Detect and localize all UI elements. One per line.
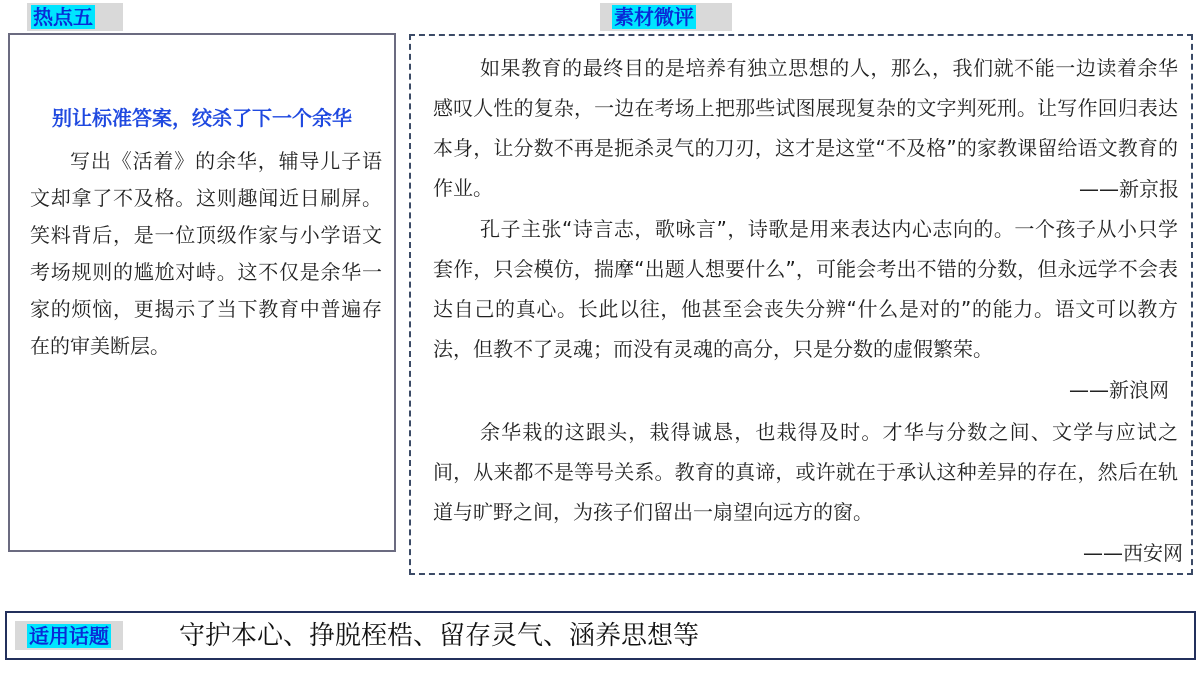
applicable-topics-bar bbox=[5, 611, 1196, 660]
review-paragraph: 孔子主张“诗言志，歌咏言”，诗歌是用来表达内心志向的。一个孩子从小只学套作，只会模仿，揣摩“出题人想要什么”，可能会考出不错的分数，但永远学不会表达自己的真心。长此以往，他甚至会丧失分辨“什么是对的”的能力。语文可以教方法，但教不了灵魂；而没有灵魂的高分，只是分数的虚假繁荣。 bbox=[433, 217, 1178, 361]
review-paragraph: 如果教育的最终目的是培养有独立思想的人，那么，我们就不能一边读着余华感叹人性的复杂，一边在考场上把那些试图展现复杂的文字判死刑。让写作回归表达本身，让分数不再是扼杀灵气的刀刃，这才是这堂“不及格”的家教课留给语文教育的作业。 bbox=[433, 56, 1178, 200]
material-review-panel bbox=[409, 34, 1193, 575]
review-paragraph: 余华栽的这跟头，栽得诚恳，也栽得及时。才华与分数之间、文学与应试之间，从来都不是等号关系。教育的真谛，或许就在于承认这种差异的存在，然后在轨道与旷野之间，为孩子们留出一扇望向远方的窗。 bbox=[433, 420, 1178, 524]
hotspot-panel bbox=[8, 33, 396, 552]
material-review-tag bbox=[600, 3, 732, 31]
applicable-topics-label: 适用话题 bbox=[29, 623, 109, 648]
hotspot-tag bbox=[27, 3, 123, 31]
review-source: ——新浪网 bbox=[1069, 378, 1169, 402]
applicable-topics-text: 守护本心、挣脱桎梏、留存灵气、涵养思想等 bbox=[179, 621, 700, 651]
material-review-label: 素材微评 bbox=[614, 5, 694, 29]
hotspot-body: 写出《活着》的余华，辅导儿子语文却拿了不及格。这则趣闻近日刷屏。笑料背后，是一位顶级作家与小学语文考场规则的尴尬对峙。这不仅是余华一家的烦恼，更揭示了当下教育中普遍存在的审美断层。 bbox=[30, 149, 382, 358]
hotspot-title: 别让标准答案，绞杀了下一个余华 bbox=[52, 106, 352, 130]
hotspot-label: 热点五 bbox=[33, 5, 93, 29]
review-source: ——西安网 bbox=[1083, 541, 1183, 565]
review-source: ——新京报 bbox=[1079, 177, 1179, 201]
applicable-topics-tag bbox=[15, 621, 123, 650]
